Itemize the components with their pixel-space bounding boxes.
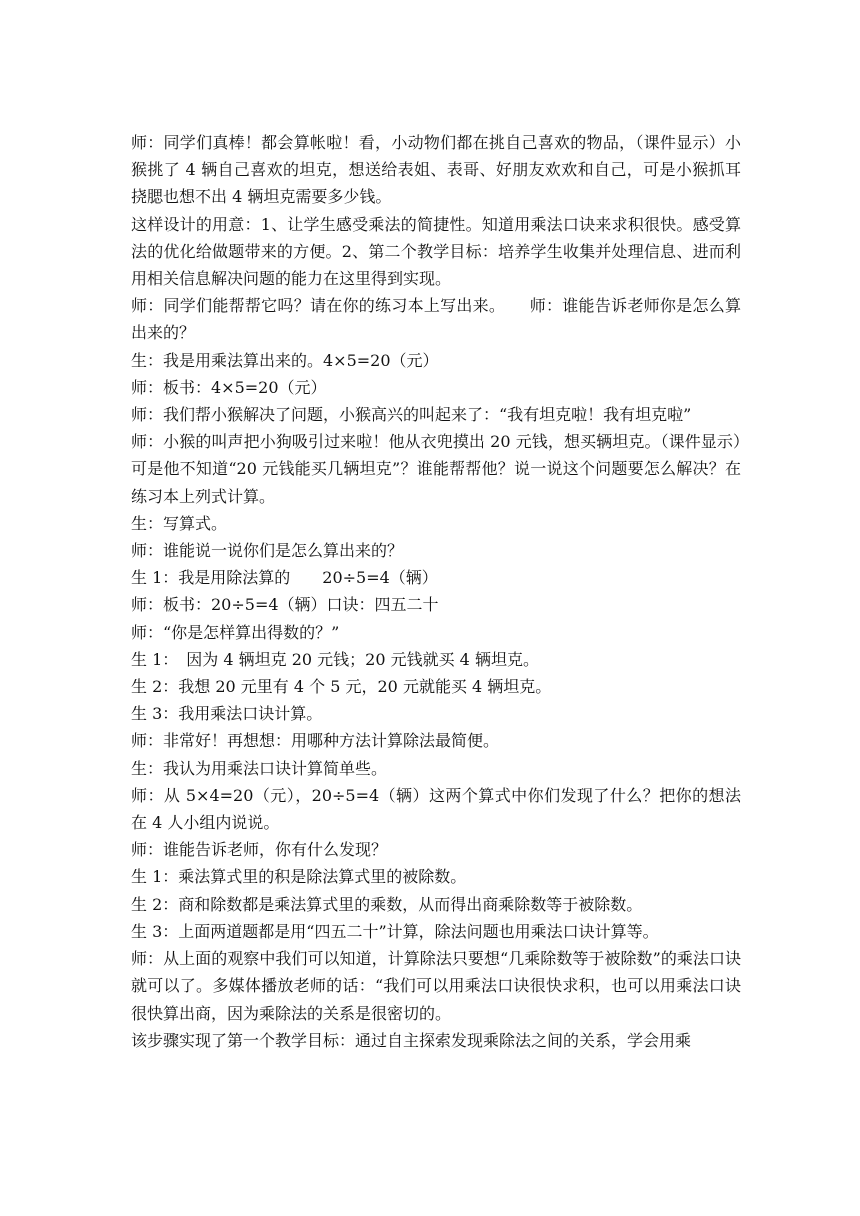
paragraph-5: 师：板书：4×5=20（元） <box>131 377 327 397</box>
paragraph-3: 师：同学们能帮帮它吗？请在你的练习本上写出来。 师：谁能告诉老师你是怎么算出来的？ <box>131 296 741 343</box>
paragraph-4: 生：我是用乘法算出来的。4×5=20（元） <box>131 350 439 370</box>
paragraph-16: 师：非常好！再想想：用哪种方法计算除法最简便。 <box>131 731 500 751</box>
paragraph-19: 师：谁能告诉老师，你有什么发现？ <box>131 840 388 860</box>
paragraph-11: 师：板书：20÷5=4（辆）口诀：四五二十 <box>131 595 439 615</box>
paragraph-2: 这样设计的用意：1、让学生感受乘法的简捷性。知道用乘法口诀来求积很快。感受算法的优化给做题带来的方便。2、第二个教学目标：培养学生收集并处理信息、进而利用相关信息解决问题的能力在这里得到实现。 <box>131 214 741 289</box>
paragraph-1: 师：同学们真棒！都会算帐啦！看，小动物们都在挑自己喜欢的物品，（课件显示）小猴挑了 4 辆自己喜欢的坦克，想送给表姐、表哥、好朋友欢欢和自己，可是小猴抓耳挠腮也想不出 4 辆坦克需要多少钱。 <box>131 133 741 207</box>
paragraph-24: 该步骤实现了第一个教学目标：通过自主探索发现乘除法之间的关系，学会用乘 <box>131 1030 692 1050</box>
paragraph-20: 生 1：乘法算式里的积是除法算式里的被除数。 <box>131 867 467 887</box>
paragraph-13: 生 1： 因为 4 辆坦克 20 元钱；20 元钱就买 4 辆坦克。 <box>131 649 539 669</box>
paragraph-15: 生 3：我用乘法口诀计算。 <box>131 704 323 724</box>
paragraph-23: 师：从上面的观察中我们可以知道，计算除法只要想“几乘除数等于被除数”的乘法口诀就可以了。多媒体播放老师的话：“我们可以用乘法口诀很快求积，也可以用乘法口诀很快算出商，因为乘除法的关系是很密切的。 <box>131 949 741 1023</box>
paragraph-10: 生 1：我是用除法算的 20÷5=4（辆） <box>131 568 438 588</box>
paragraph-17: 生：我认为用乘法口诀计算简单些。 <box>131 758 388 778</box>
paragraph-14: 生 2：我想 20 元里有 4 个 5 元，20 元就能买 4 辆坦克。 <box>131 677 552 697</box>
document-body <box>131 129 741 1054</box>
paragraph-7: 师：小猴的叫声把小狗吸引过来啦！他从衣兜摸出 20 元钱，想买辆坦克。（课件显示）可是他不知道“20 元钱能买几辆坦克”？谁能帮帮他？说一说这个问题要怎么解决？在练习本上列式计算。 <box>131 432 741 506</box>
paragraph-6: 师：我们帮小猴解决了问题，小猴高兴的叫起来了：“我有坦克啦！我有坦克啦” <box>131 405 692 425</box>
paragraph-12: 师：“你是怎样算出得数的？” <box>131 622 340 642</box>
paragraph-18: 师：从 5×4=20（元），20÷5=4（辆）这两个算式中你们发现了什么？把你的想法在 4 人小组内说说。 <box>131 785 741 833</box>
paragraph-21: 生 2：商和除数都是乘法算式里的乘数，从而得出商乘除数等于被除数。 <box>131 894 643 914</box>
paragraph-9: 师：谁能说一说你们是怎么算出来的？ <box>131 541 404 561</box>
paragraph-22: 生 3：上面两道题都是用“四五二十”计算，除法问题也用乘法口诀计算等。 <box>131 921 659 941</box>
paragraph-8: 生：写算式。 <box>131 513 228 533</box>
